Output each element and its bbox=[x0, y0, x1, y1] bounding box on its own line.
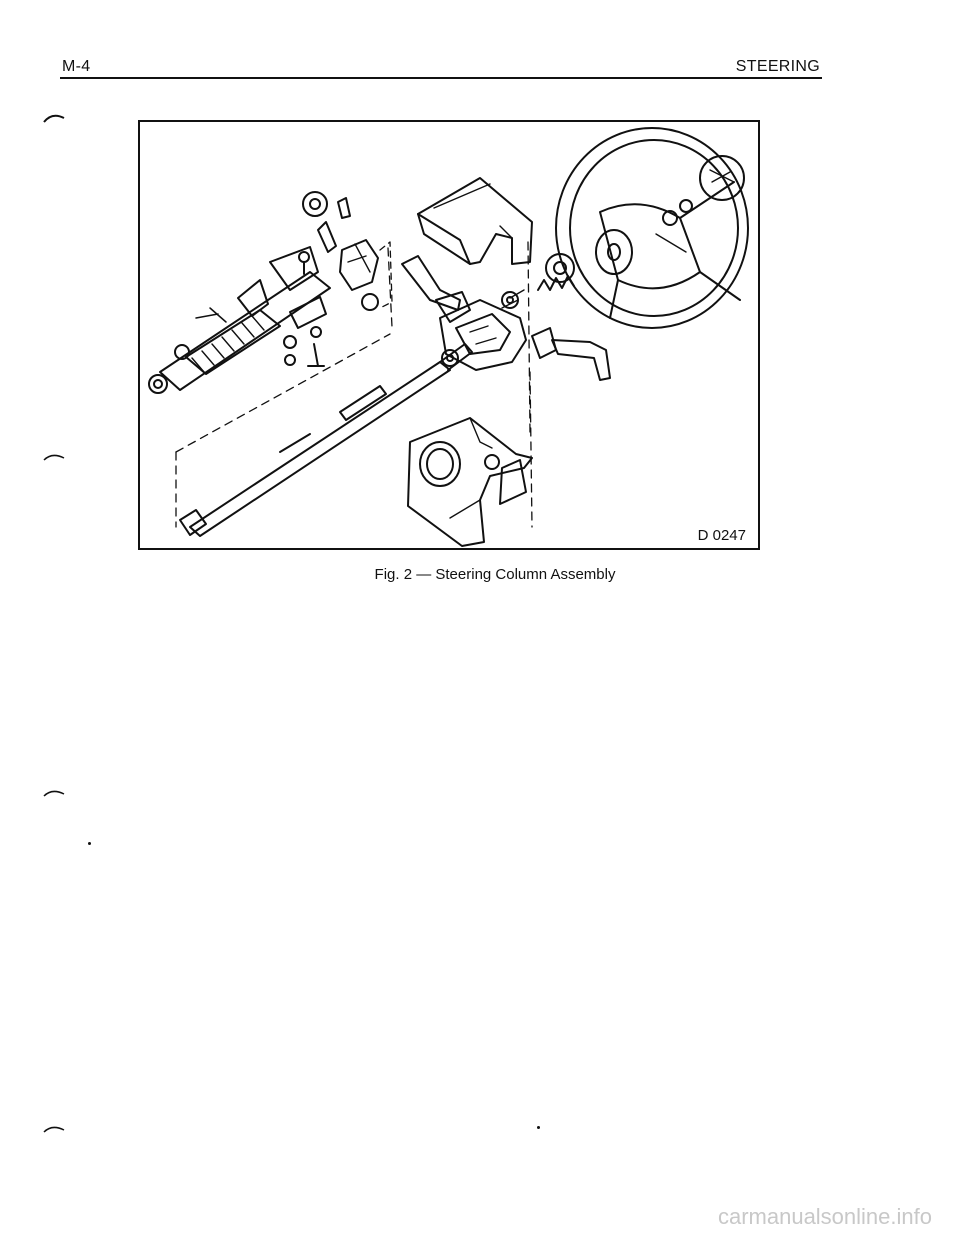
column-jacket bbox=[149, 247, 330, 393]
margin-mark bbox=[42, 450, 66, 462]
margin-mark bbox=[42, 786, 66, 798]
figure-caption-text: Fig. 2 — Steering Column Assembly bbox=[374, 566, 616, 583]
page-number: M-4 bbox=[62, 58, 91, 75]
wiper-lever bbox=[532, 328, 610, 380]
section-title: STEERING bbox=[735, 58, 820, 75]
alignment-lines bbox=[176, 242, 532, 527]
turn-signal-lever bbox=[402, 256, 470, 322]
margin-mark bbox=[42, 1122, 66, 1134]
watermark: carmanualsonline.info bbox=[717, 1204, 932, 1229]
steering-shaft bbox=[180, 344, 472, 536]
steering-column-exploded-diagram bbox=[140, 122, 758, 548]
figure-steering-column bbox=[138, 120, 760, 550]
upper-column-cover bbox=[418, 178, 532, 264]
figure-code: D 0247 bbox=[697, 527, 746, 544]
lower-column-cover bbox=[408, 418, 532, 546]
margin-mark bbox=[42, 112, 66, 124]
figure-caption bbox=[0, 566, 960, 583]
stray-dot bbox=[88, 842, 91, 845]
header-rule bbox=[60, 77, 822, 79]
steering-wheel bbox=[556, 128, 748, 328]
stray-dot bbox=[537, 1126, 540, 1129]
